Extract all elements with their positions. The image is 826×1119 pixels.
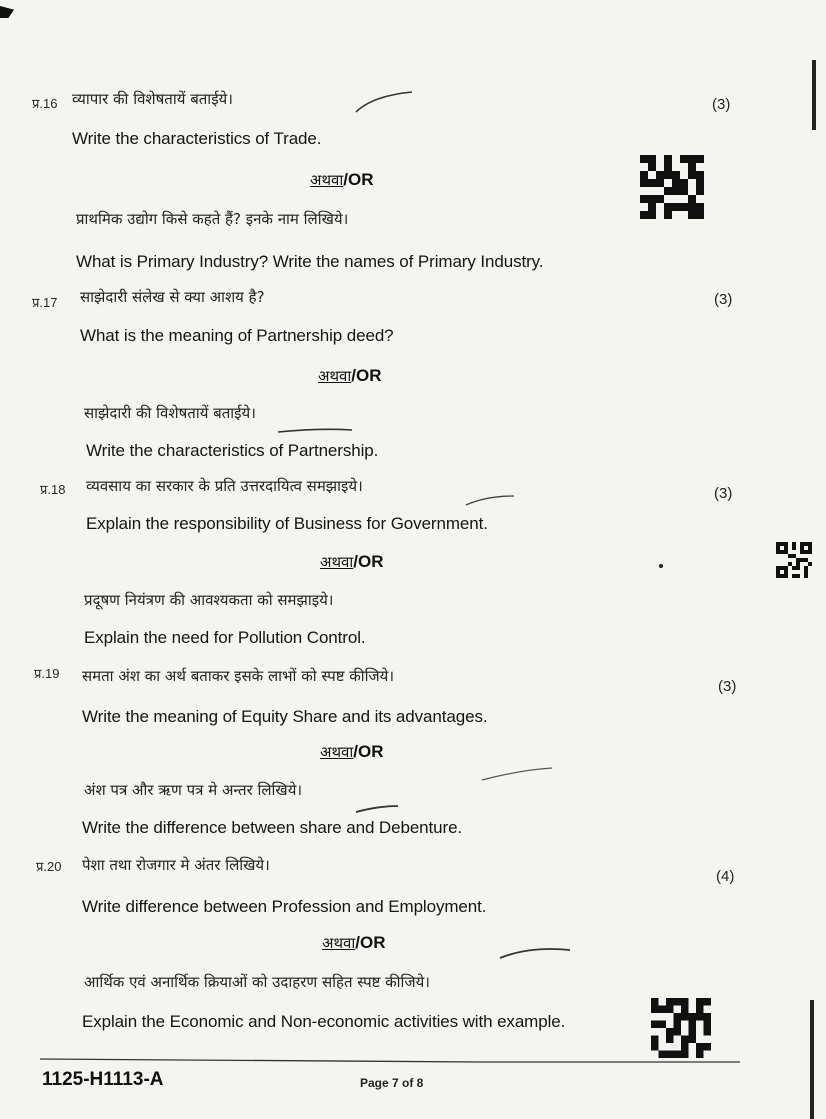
alternative-english: Write the difference between share and Debenture. bbox=[82, 818, 463, 837]
question-english: Write the meaning of Equity Share and its advantages. bbox=[82, 707, 488, 726]
question-hindi: साझेदारी संलेख से क्या आशय है? bbox=[80, 288, 265, 306]
question-english: What is the meaning of Partnership deed? bbox=[80, 326, 394, 345]
alternative-hindi: अंश पत्र और ऋण पत्र मे अन्तर लिखिये। bbox=[84, 781, 303, 799]
question-marks: (3) bbox=[714, 485, 733, 502]
or-separator: अथवा/OR bbox=[320, 742, 384, 761]
question-marks: (4) bbox=[716, 868, 735, 885]
question-marks: (3) bbox=[718, 678, 737, 695]
paper-code: 1125-H1113-A bbox=[42, 1069, 164, 1090]
alternative-english: What is Primary Industry? Write the names of Primary Industry. bbox=[76, 252, 544, 271]
or-separator: अथवा/OR bbox=[318, 366, 382, 385]
question-hindi: समता अंश का अर्थ बताकर इसके लाभों को स्पष्ट कीजिये। bbox=[82, 667, 395, 685]
question-number: प्र.18 bbox=[40, 482, 66, 497]
alternative-hindi: प्रदूषण नियंत्रण की आवश्यकता को समझाइये। bbox=[84, 591, 334, 609]
qr-code-icon bbox=[776, 542, 812, 578]
alternative-hindi: आर्थिक एवं अनार्थिक क्रियाओं को उदाहरण सहित स्पष्ट कीजिये। bbox=[84, 973, 430, 991]
page-number: Page 7 of 8 bbox=[360, 1076, 424, 1090]
question-number: प्र.19 bbox=[34, 666, 60, 681]
question-english: Write the characteristics of Trade. bbox=[72, 129, 322, 148]
alternative-hindi: साझेदारी की विशेषतायें बताईये। bbox=[84, 404, 256, 422]
or-separator: अथवा/OR bbox=[310, 170, 374, 189]
question-english: Explain the responsibility of Business for Government. bbox=[86, 514, 488, 533]
question-hindi: पेशा तथा रोजगार मे अंतर लिखिये। bbox=[82, 856, 270, 874]
qr-code-icon bbox=[651, 998, 711, 1058]
alternative-english: Write the characteristics of Partnership. bbox=[86, 441, 379, 460]
question-marks: (3) bbox=[714, 291, 733, 308]
question-number: प्र.17 bbox=[32, 295, 58, 310]
question-english: Write difference between Profession and Employment. bbox=[82, 897, 487, 916]
question-number: प्र.16 bbox=[32, 96, 58, 111]
question-marks: (3) bbox=[712, 96, 731, 113]
or-separator: अथवा/OR bbox=[322, 933, 386, 952]
alternative-english: Explain the need for Pollution Control. bbox=[84, 628, 366, 647]
alternative-hindi: प्राथमिक उद्योग किसे कहते हैं? इनके नाम लिखिये। bbox=[76, 210, 349, 228]
or-separator: अथवा/OR bbox=[320, 552, 384, 571]
question-hindi: व्यापार की विशेषतायें बताईये। bbox=[72, 90, 233, 108]
alternative-english: Explain the Economic and Non-economic activities with example. bbox=[82, 1012, 566, 1031]
question-hindi: व्यवसाय का सरकार के प्रति उत्तरदायित्व समझाइये। bbox=[86, 477, 363, 495]
qr-code-icon bbox=[640, 154, 704, 220]
question-number: प्र.20 bbox=[36, 859, 62, 874]
